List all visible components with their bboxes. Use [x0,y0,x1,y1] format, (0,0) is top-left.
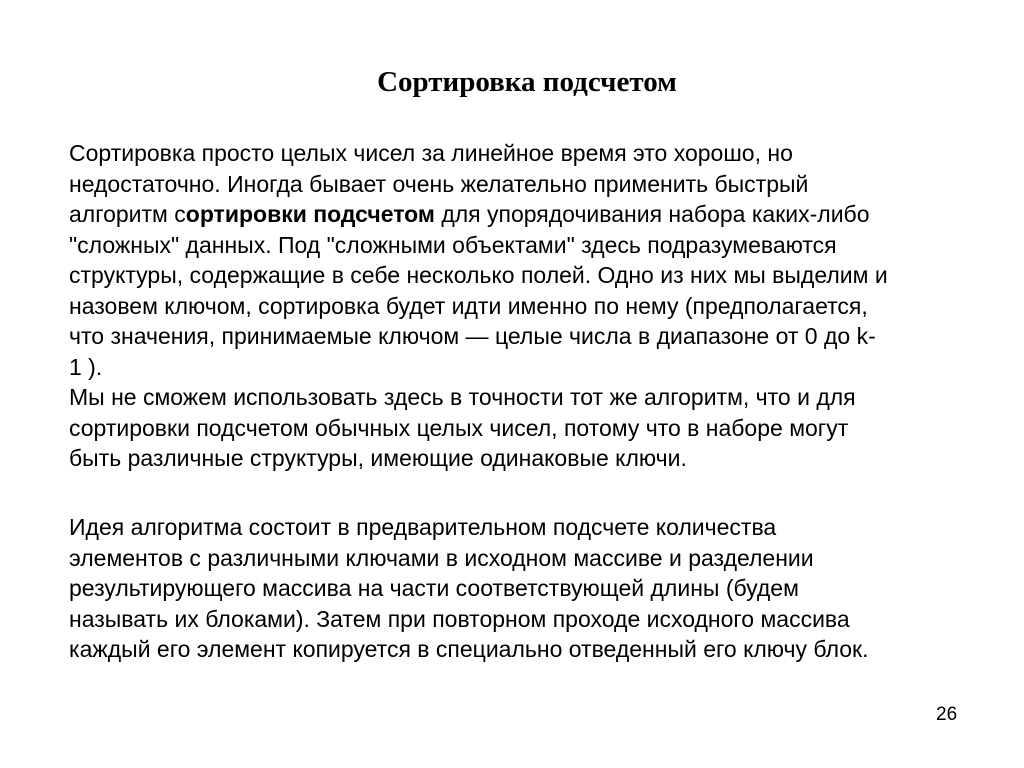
text-line: что значения, принимаемые ключом — целые числа в диапазоне от 0 до k- [69,323,876,349]
text-line: 1 ). [69,353,103,380]
text-line: называть их блоками). Затем при повторном проходе исходного массива [69,605,850,632]
text-line-with-emphasis [69,199,989,230]
text-line: результирующего массива на части соответствующей длины (будем [69,575,799,601]
paragraph-algorithm-idea [69,512,989,665]
page-number: 26 [936,704,958,725]
bold-term: ортировки подсчетом [185,201,435,227]
text-line: элементов с различными ключами в исходном массиве и разделении [69,544,814,571]
paragraph-counting-sort-intro [69,138,989,474]
text-line: Сортировка просто целых чисел за линейное время это хорошо, но [69,140,793,166]
text-line: быть различные структуры, имеющие одинаковые ключи. [69,445,687,471]
text-line: сортировки подсчетом обычных целых чисел, потому что в наборе могут [69,414,849,441]
text-segment: для упорядочивания набора каких-либо [434,201,870,227]
text-line: "сложных" данных. Под "сложными объектами" здесь подразумеваются [69,231,837,258]
text-line: назовем ключом, сортировка будет идти именно по нему (предполагается, [69,292,868,319]
text-line: каждый его элемент копируется в специально отведенный его ключу блок. [69,636,869,662]
text-line: недостаточно. Иногда бывает очень желательно применить быстрый [69,170,809,197]
text-segment: алгоритм с [69,201,186,227]
text-line: Идея алгоритма состоит в предварительном подсчете количества [69,514,777,540]
text-line: Мы не сможем использовать здесь в точности тот же алгоритм, что и для [69,384,856,410]
text-line: структуры, содержащие в себе несколько полей. Одно из них мы выделим и [69,262,888,288]
slide-title: Сортировка подсчетом [377,66,677,98]
